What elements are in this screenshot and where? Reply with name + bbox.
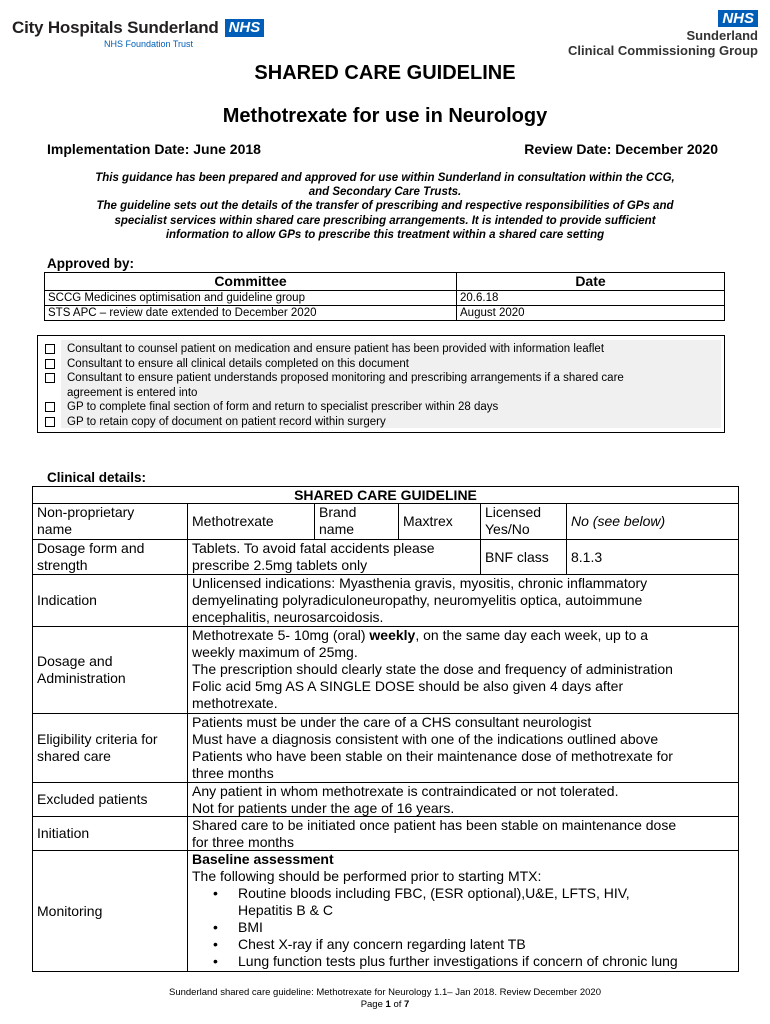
label-line: name (319, 521, 355, 537)
document-title: SHARED CARE GUIDELINE (254, 62, 516, 84)
initiation-label: Initiation (32, 816, 188, 851)
page-prefix: Page (360, 999, 386, 1010)
value-line: demyelinating polyradiculoneuropathy, neuromyelitis optica, autoimmune (192, 592, 643, 608)
value-line: Not for patients under the age of 16 years. (192, 800, 455, 816)
monitoring-heading: Baseline assessment (192, 851, 334, 867)
licensed-value: No (see below) (566, 503, 739, 540)
approval-table (44, 272, 725, 321)
excluded-value (187, 782, 739, 817)
value-line: Must have a diagnosis consistent with one of the indications outlined above (192, 731, 659, 747)
value-line: The following should be performed prior to starting MTX: (192, 868, 542, 884)
value-line: for three months (192, 834, 294, 850)
committee-cell: STS APC – review date extended to December 2020 (45, 306, 457, 321)
checkbox[interactable] (45, 344, 55, 354)
checklist-item (45, 371, 724, 386)
value-text: Routine bloods including FBC, (ESR optional),U&E, LFTS, HIV, (238, 885, 630, 901)
label-line: Licensed (485, 504, 542, 520)
footer-text: Sunderland shared care guideline: Methotrexate for Neurology 1.1– Jan 2018. Review December 2020 (169, 987, 601, 998)
list-item: • Lung function tests plus further investigations if concern of chronic lung (192, 953, 734, 970)
document-subtitle: Methotrexate for use in Neurology (222, 105, 548, 127)
nonprop-value: Methotrexate (187, 503, 315, 540)
label-line: strength (37, 557, 88, 573)
review-date: Review Date: December 2020 (524, 141, 718, 157)
checklist-item (45, 342, 724, 357)
checkbox[interactable] (45, 359, 55, 369)
value-line: Tablets. To avoid fatal accidents please (192, 540, 435, 556)
value-line: Patients must be under the care of a CHS consultant neurologist (192, 714, 592, 730)
dosage-admin-label (32, 626, 188, 714)
value-line: The prescription should clearly state the dose and frequency of administration (192, 661, 673, 677)
checklist-item (45, 357, 724, 372)
checklist-text: agreement is entered into (67, 386, 198, 399)
intro-line: This guidance has been prepared and approved for use within Sunderland in consultation within the CCG, (95, 172, 675, 184)
label-line: Brand (319, 504, 357, 520)
checkbox[interactable] (45, 402, 55, 412)
brand-label (314, 503, 399, 540)
dosage-form-label (32, 539, 188, 575)
eligibility-label (32, 713, 188, 783)
monitoring-value (187, 850, 739, 972)
value-text: Hepatitis B & C (238, 902, 333, 918)
page-of: of (390, 999, 405, 1010)
table-row (45, 291, 725, 306)
value-line: Patients who have been stable on their maintenance dose of methotrexate for (192, 748, 673, 764)
value-line: methotrexate. (192, 695, 278, 711)
page-total: 7 (404, 999, 410, 1010)
checklist-text: GP to complete final section of form and return to specialist prescriber within 28 days (67, 401, 499, 414)
clinical-heading: Clinical details: (47, 470, 147, 485)
value-text: , on the same day each week, up to a (415, 627, 649, 643)
value-line: weekly maximum of 25mg. (192, 644, 358, 660)
brand-value: Maxtrex (398, 503, 481, 540)
approved-heading: Approved by: (47, 256, 135, 271)
intro-line: specialist services within shared care prescribing arrangements. It is intended to provide sufficient (114, 214, 656, 227)
intro-line: The guideline sets out the details of the transfer of prescribing and respective responsibilities of GPs and (96, 200, 674, 213)
label-line: name (37, 521, 73, 537)
table-row (45, 306, 725, 321)
committee-cell: SCCG Medicines optimisation and guideline group (45, 291, 457, 306)
nhs-logo-left: NHS (225, 19, 265, 37)
table-title: SHARED CARE GUIDELINE (32, 486, 739, 504)
checklist-text: GP to retain copy of document on patient record within surgery (67, 415, 386, 428)
label-line: Yes/No (485, 521, 530, 537)
checkbox[interactable] (45, 417, 55, 427)
monitoring-label: Monitoring (32, 850, 188, 972)
bnf-label: BNF class (480, 539, 567, 575)
page-footer (0, 987, 770, 1011)
value-line: three months (192, 765, 274, 781)
chs-logo-text: City Hospitals Sunderland (12, 18, 219, 37)
approval-header-row (45, 273, 725, 291)
value-line: prescribe 2.5mg tablets only (192, 557, 368, 573)
date-cell: 20.6.18 (457, 291, 725, 306)
initiation-value (187, 816, 739, 851)
indication-label: Indication (32, 574, 188, 627)
date-cell: August 2020 (457, 306, 725, 321)
dosage-form-value (187, 539, 481, 575)
intro-line: and Secondary Care Trusts. (308, 186, 462, 199)
eligibility-value (187, 713, 739, 783)
nonprop-label (32, 503, 188, 540)
checkbox[interactable] (45, 373, 55, 383)
intro-line: information to allow GPs to prescribe this treatment within a shared care setting (165, 228, 605, 241)
value-text: Methotrexate 5- 10mg (oral) (192, 627, 370, 643)
licensed-label (480, 503, 567, 540)
chs-logo-subtitle: NHS Foundation Trust (104, 39, 194, 49)
date-column-header: Date (457, 273, 725, 291)
checklist-text: Consultant to ensure patient understands proposed monitoring and prescribing arrangements if a shared care (67, 372, 624, 385)
ccg-logo (568, 10, 758, 58)
clinical-details-table (32, 486, 739, 972)
value-line (192, 627, 734, 644)
list-item: • Chest X-ray if any concern regarding latent TB (192, 936, 734, 953)
monitoring-list (192, 885, 734, 970)
label-line: Non-proprietary (37, 504, 135, 520)
excluded-label: Excluded patients (32, 782, 188, 817)
committee-column-header: Committee (45, 273, 457, 291)
checklist-item (45, 415, 724, 430)
label-line: shared care (37, 748, 111, 764)
checklist (37, 335, 725, 433)
value-line: Folic acid 5mg AS A SINGLE DOSE should be also given 4 days after (192, 678, 624, 694)
implementation-date: Implementation Date: June 2018 (47, 141, 261, 157)
ccg-logo-line1: Sunderland (686, 28, 758, 43)
value-line: Shared care to be initiated once patient has been stable on maintenance dose (192, 817, 677, 833)
value-line: Any patient in whom methotrexate is contraindicated or not tolerated. (192, 783, 619, 799)
list-item (192, 885, 734, 919)
label-line: Eligibility criteria for (37, 731, 158, 747)
nhs-logo-right: NHS (718, 10, 758, 27)
value-line: encephalitis, neurosarcoidosis. (192, 609, 384, 625)
label-line: Dosage and (37, 653, 113, 669)
page-current: 1 (385, 999, 391, 1010)
checklist-text: Consultant to ensure all clinical details completed on this document (67, 357, 409, 370)
list-item: • BMI (192, 919, 734, 936)
label-line: Administration (37, 670, 126, 686)
label-line: Dosage form and (37, 540, 145, 556)
checklist-item-continuation (45, 386, 724, 401)
intro-text (52, 171, 718, 242)
bnf-value: 8.1.3 (566, 539, 739, 575)
chs-logo (12, 18, 264, 49)
dosage-admin-value (187, 626, 739, 714)
checklist-item (45, 400, 724, 415)
indication-value (187, 574, 739, 627)
checkbox-spacer (45, 388, 55, 398)
checklist-text: Consultant to counsel patient on medication and ensure patient has been provided with information leaflet (67, 343, 605, 355)
ccg-logo-line2: Clinical Commissioning Group (568, 43, 758, 58)
value-line: Unlicensed indications: Myasthenia gravis, myositis, chronic inflammatory (192, 575, 648, 591)
value-emphasis: weekly (369, 627, 416, 643)
page-number (0, 999, 770, 1011)
